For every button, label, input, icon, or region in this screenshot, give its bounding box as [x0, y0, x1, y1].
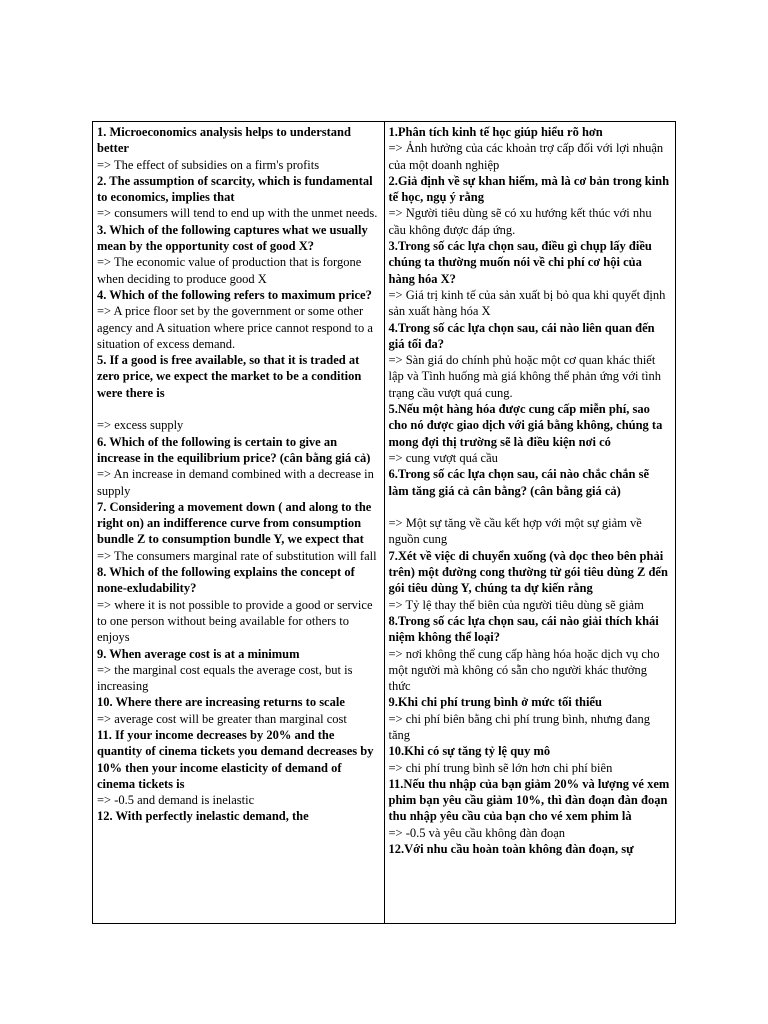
- question-text: 9.Khi chi phí trung bình ở mức tối thiểu: [388, 695, 602, 710]
- qa-item: [97, 434, 380, 499]
- question-text: 9. When average cost is at a minimum: [97, 646, 300, 661]
- answer-text: => Một sự tăng về cầu kết hợp với một sự giảm về nguồn cung: [388, 516, 642, 547]
- answer-text: => chi phí trung bình sẽ lớn hơn chi phí biên: [388, 760, 613, 775]
- answer-text: => The consumers marginal rate of substitution will fall: [97, 548, 377, 563]
- qa-item: [389, 238, 672, 319]
- blank-line: [97, 401, 380, 417]
- question-text: 3. Which of the following captures what we usually mean by the opportunity cost of good X?: [97, 222, 368, 254]
- question-text: 12.Với nhu cầu hoàn toàn không đàn đoạn, sự: [388, 842, 634, 857]
- question-text: 12. With perfectly inelastic demand, the: [97, 809, 309, 824]
- question-text: 4.Trong số các lựa chọn sau, cái nào liên quan đến giá tối đa?: [388, 320, 655, 351]
- answer-text: => Ảnh hưởng của các khoản trợ cấp đối với lợi nhuận của một doanh nghiệp: [388, 141, 664, 172]
- blank-line: [389, 499, 672, 515]
- qa-item: [97, 808, 380, 824]
- answer-text: => nơi không thể cung cấp hàng hóa hoặc dịch vụ cho một người mà không có sẵn cho người khác thưởng thức: [388, 646, 660, 694]
- answer-text: => Giá trị kinh tế của sản xuất bị bỏ qua khi quyết định sản xuất hàng hóa X: [388, 287, 666, 319]
- answer-text: => average cost will be greater than marginal cost: [97, 711, 347, 726]
- answer-text: => An increase in demand combined with a decrease in supply: [97, 467, 374, 498]
- question-text: 8. Which of the following explains the concept of none-exludability?: [97, 565, 355, 596]
- answer-text: => where it is not possible to provide a good or service to one person without being available for others to enjoys: [97, 597, 373, 645]
- qa-item: [389, 841, 672, 857]
- question-text: 1.Phân tích kinh tế học giúp hiểu rõ hơn: [388, 125, 603, 139]
- qa-item: [389, 466, 672, 547]
- answer-text: => consumers will tend to end up with the unmet needs.: [97, 206, 378, 221]
- qa-item: [97, 222, 380, 287]
- answer-text: => The effect of subsidies on a firm's profits: [97, 157, 320, 172]
- answer-text: => Người tiêu dùng sẽ có xu hướng kết thúc với nhu cầu không được đáp ứng.: [388, 206, 652, 237]
- question-text: 1. Microeconomics analysis helps to understand better: [97, 125, 351, 156]
- answer-text: => -0.5 and demand is inelastic: [97, 793, 255, 808]
- question-text: 8.Trong số các lựa chọn sau, cái nào giải thích khái niệm không thể loại?: [388, 613, 659, 645]
- qa-item: [97, 287, 380, 352]
- answer-text: => chi phí biên bằng chi phí trung bình, nhưng đang tăng: [388, 711, 650, 742]
- qa-table: [92, 121, 676, 924]
- question-text: 6.Trong số các lựa chọn sau, cái nào chắc chắn sẽ làm tăng giá cả cân bằng? (cân bằng giá cả): [388, 467, 650, 498]
- qa-item: [389, 694, 672, 743]
- qa-item: [389, 320, 672, 401]
- answer-text: => The economic value of production that is forgone when deciding to produce good X: [97, 255, 362, 286]
- question-text: 11. If your income decreases by 20% and the quantity of cinema tickets you demand decreases by 10% then your income elasticity of demand of cinema tickets is: [97, 727, 374, 791]
- qa-item: [97, 499, 380, 564]
- answer-text: => -0.5 và yêu cầu không đàn đoạn: [388, 825, 566, 840]
- qa-item: [97, 564, 380, 645]
- question-text: 4. Which of the following refers to maximum price?: [97, 287, 372, 302]
- qa-item: [97, 352, 380, 433]
- qa-item: [389, 776, 672, 841]
- question-text: 2.Giả định về sự khan hiếm, mà là cơ bản trong kinh tế học, ngụ ý rằng: [388, 173, 670, 205]
- qa-item: [97, 124, 380, 173]
- question-text: 7.Xét về việc di chuyển xuống (và dọc theo bên phải trên) một đường cong thường từ gói tiêu dùng Z đến gói tiêu dùng Y, chúng ta dự kiến rằng: [388, 548, 668, 596]
- answer-text: => A price floor set by the government or some other agency and A situation where price cannot respond to a situation of excess demand.: [97, 304, 373, 351]
- qa-item: [389, 173, 672, 238]
- qa-item: [389, 124, 672, 173]
- question-text: 6. Which of the following is certain to give an increase in the equilibrium price? (cân bằng giá cả): [97, 434, 371, 465]
- qa-item: [389, 613, 672, 694]
- qa-item: [389, 548, 672, 613]
- answer-text: => Sàn giá do chính phủ hoặc một cơ quan khác thiết lập và Tình huống mà giá không thể phản ứng với tình trạng cầu vượt quá cung.: [388, 353, 661, 400]
- vietnamese-column: [385, 122, 676, 923]
- question-text: 3.Trong số các lựa chọn sau, điều gì chụp lấy điều chúng ta thường muốn nói về chi phí cơ hội của hàng hóa X?: [388, 239, 652, 286]
- question-text: 5.Nếu một hàng hóa được cung cấp miễn phí, sao cho nó được giao dịch với giá bằng không, chúng ta mong đợi thị trường sẽ là điều kiện nơi có: [388, 402, 663, 449]
- answer-text: => cung vượt quá cầu: [388, 450, 498, 465]
- qa-item: [97, 694, 380, 727]
- qa-item: [97, 173, 380, 222]
- qa-item: [389, 401, 672, 466]
- question-text: 10.Khi có sự tăng tỷ lệ quy mô: [388, 744, 551, 759]
- answer-text: => excess supply: [97, 418, 184, 433]
- answer-text: => Tỷ lệ thay thế biên của người tiêu dùng sẽ giảm: [388, 597, 644, 612]
- question-text: 7. Considering a movement down ( and along to the right on) an indifference curve from consumption bundle Z to consumption bundle Y, we expect that: [97, 499, 372, 547]
- question-text: 11.Nếu thu nhập của bạn giảm 20% và lượng vé xem phim bạn yêu cầu giảm 10%, thì đàn đoạn đàn đoạn thu nhập yêu cầu của bạn cho vé xem phim là: [388, 776, 670, 824]
- question-text: 2. The assumption of scarcity, which is fundamental to economics, implies that: [97, 173, 373, 205]
- question-text: 10. Where there are increasing returns to scale: [97, 695, 345, 710]
- answer-text: => the marginal cost equals the average cost, but is increasing: [97, 662, 353, 694]
- qa-item: [389, 743, 672, 776]
- english-column: [93, 122, 385, 923]
- question-text: 5. If a good is free available, so that it is traded at zero price, we expect the market to be a condition were there is: [97, 353, 362, 400]
- qa-item: [97, 727, 380, 808]
- qa-item: [97, 646, 380, 695]
